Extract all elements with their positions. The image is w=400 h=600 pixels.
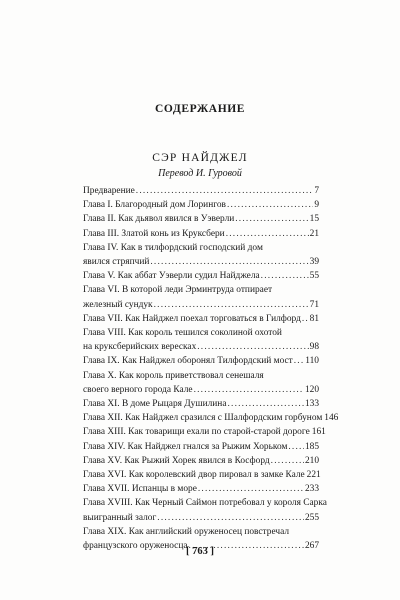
toc-entry-page: 255 [304,512,319,523]
toc-entry [83,468,319,482]
toc-entry-row [83,255,319,269]
toc-entry-page: 98 [309,342,319,353]
dot-leader [227,397,303,411]
dot-leader [154,298,309,312]
toc-entry-row [83,340,319,354]
dot-leader [271,454,304,468]
toc-entry [83,227,319,241]
toc-entry [83,312,319,326]
toc-entry-row [83,298,319,312]
toc-entry-page: 55 [309,271,319,282]
toc-entry-title-line: Глава XVI. Как королевский двор пировал в замке Кале [83,470,305,481]
toc-entry [83,198,319,212]
toc-entry-row [83,198,319,212]
toc-entry-row [83,227,319,241]
toc-entry-page: 39 [309,257,319,268]
toc-entry-title-line: Глава X. Как король приветствовал сенешаля [83,370,264,381]
toc-entry [83,184,319,198]
toc-entry-page: 233 [304,484,319,495]
toc-entry-title-line: Глава VII. Как Найджел поехал торговаться в Гилфорд [83,313,301,324]
toc-entry [83,241,319,269]
section-title: СЭР НАЙДЖЕЛ [152,152,248,164]
toc-entry-title-line: Глава V. Как аббат Уэверли судил Найджела [83,271,260,282]
toc-entry-page: 9 [314,200,319,211]
toc-entry-title-line: Глава XIV. Как Найджел гнался за Рыжим Хорьком [83,441,288,452]
toc-entry-row [83,212,319,226]
toc-entry-page: 15 [309,214,319,225]
dot-leader [226,227,309,241]
toc-entry-title-line: Глава XI. В доме Рыцаря Душилина [83,399,227,410]
toc-entry-title-line: на круксберийских вересках [83,342,197,353]
toc-entry-row [83,269,319,283]
toc-entry-title-line: Глава XIII. Как товарищи ехали по старой-старой дороге [83,427,310,438]
toc-entry [83,397,319,411]
toc-entry [83,354,319,368]
toc-entry-title-line: Глава I. Благородный дом Лорингов [83,200,226,211]
toc-entry-row [83,468,319,482]
dot-leader [150,255,308,269]
dot-leader [302,312,309,326]
table-of-contents [83,184,339,553]
toc-entry-page: 267 [304,541,319,552]
dot-leader [261,269,309,283]
toc-entry [83,269,319,283]
toc-entry-title-line: Глава IV. Как в тилфордский господский дом [83,242,263,253]
dot-leader [136,184,314,198]
toc-entry-title-line: французского оруженосца [83,541,188,552]
dot-leader [197,340,308,354]
toc-entry-page: 133 [304,399,319,410]
toc-entry-row [83,397,319,411]
dot-leader [157,511,304,525]
dot-leader [288,440,304,454]
toc-entry-row [83,454,319,468]
toc-entry-row [83,482,319,496]
toc-entry-page: 120 [304,384,319,395]
dot-leader [198,482,304,496]
toc-entry-page: 146 [324,413,339,424]
toc-entry-title-line: Глава VIII. Как король тешился соколиной охотой [83,328,282,339]
dot-leader [235,212,308,226]
toc-entry-row [83,354,319,368]
translator-credit: Перевод И. Гуровой [158,168,242,179]
toc-entry [83,482,319,496]
toc-entry-title-line: Глава XII. Как Найджел сразился с Шалфордским горбуном [83,413,323,424]
toc-entry-page: 161 [311,427,326,438]
toc-entry [83,440,319,454]
toc-entry-page: 71 [309,299,319,310]
toc-entry-title-line: своего верного города Кале [83,384,193,395]
contents-heading: СОДЕРЖАНИЕ [154,103,246,115]
toc-entry-page: 210 [304,455,319,466]
toc-entry-row [83,184,319,198]
toc-entry [83,326,319,354]
toc-entry-row [83,312,319,326]
toc-entry-title-line: Глава XIX. Как английский оруженосец повстречал [83,526,290,537]
toc-entry-row [83,425,326,439]
toc-entry-title-line: явился стряпчий [83,257,150,268]
dot-leader [294,354,305,368]
toc-entry-title-line: Предварение [83,186,135,196]
toc-entry-row [83,511,319,525]
toc-entry [83,454,319,468]
page-number: [ 763 ] [186,546,214,557]
toc-entry-page: 81 [309,313,319,324]
toc-entry-row [83,411,339,425]
toc-entry-title-line: выигранный залог [83,512,157,523]
toc-entry-page: 21 [309,228,319,239]
toc-entry-row [83,440,319,454]
toc-entry-page: 110 [305,356,319,367]
toc-entry-page: 221 [306,470,321,481]
toc-entry [83,212,319,226]
toc-entry-title-line: Глава VI. В которой леди Эрминтруда отпирает [83,285,273,296]
dot-leader [227,198,313,212]
toc-entry-title-line: Глава XVIII. Как Черный Саймон потребовал у короля Сарка [83,498,327,509]
toc-entry [83,411,339,425]
toc-entry-title-line: Глава III. Златой конь из Круксбери [83,228,225,239]
toc-entry [83,369,319,397]
toc-entry-title-line: Глава XV. Как Рыжий Хорек явился в Косфорд [83,455,270,466]
toc-entry-title-line: железный сундук [83,299,153,310]
toc-entry-row [83,383,319,397]
toc-entry-title-line: Глава II. Как дьявол явился в Уэверли [83,214,235,225]
toc-entry-title-line: Глава IX. Как Найджел оборонял Тилфордский мост [83,356,293,367]
toc-entry-page: 7 [314,186,319,196]
toc-entry [83,425,326,439]
dot-leader [194,383,304,397]
toc-entry-page: 185 [304,441,319,452]
toc-entry-title-line: Глава XVII. Испанцы в море [83,484,197,495]
toc-entry [83,496,327,524]
toc-entry [83,283,319,311]
